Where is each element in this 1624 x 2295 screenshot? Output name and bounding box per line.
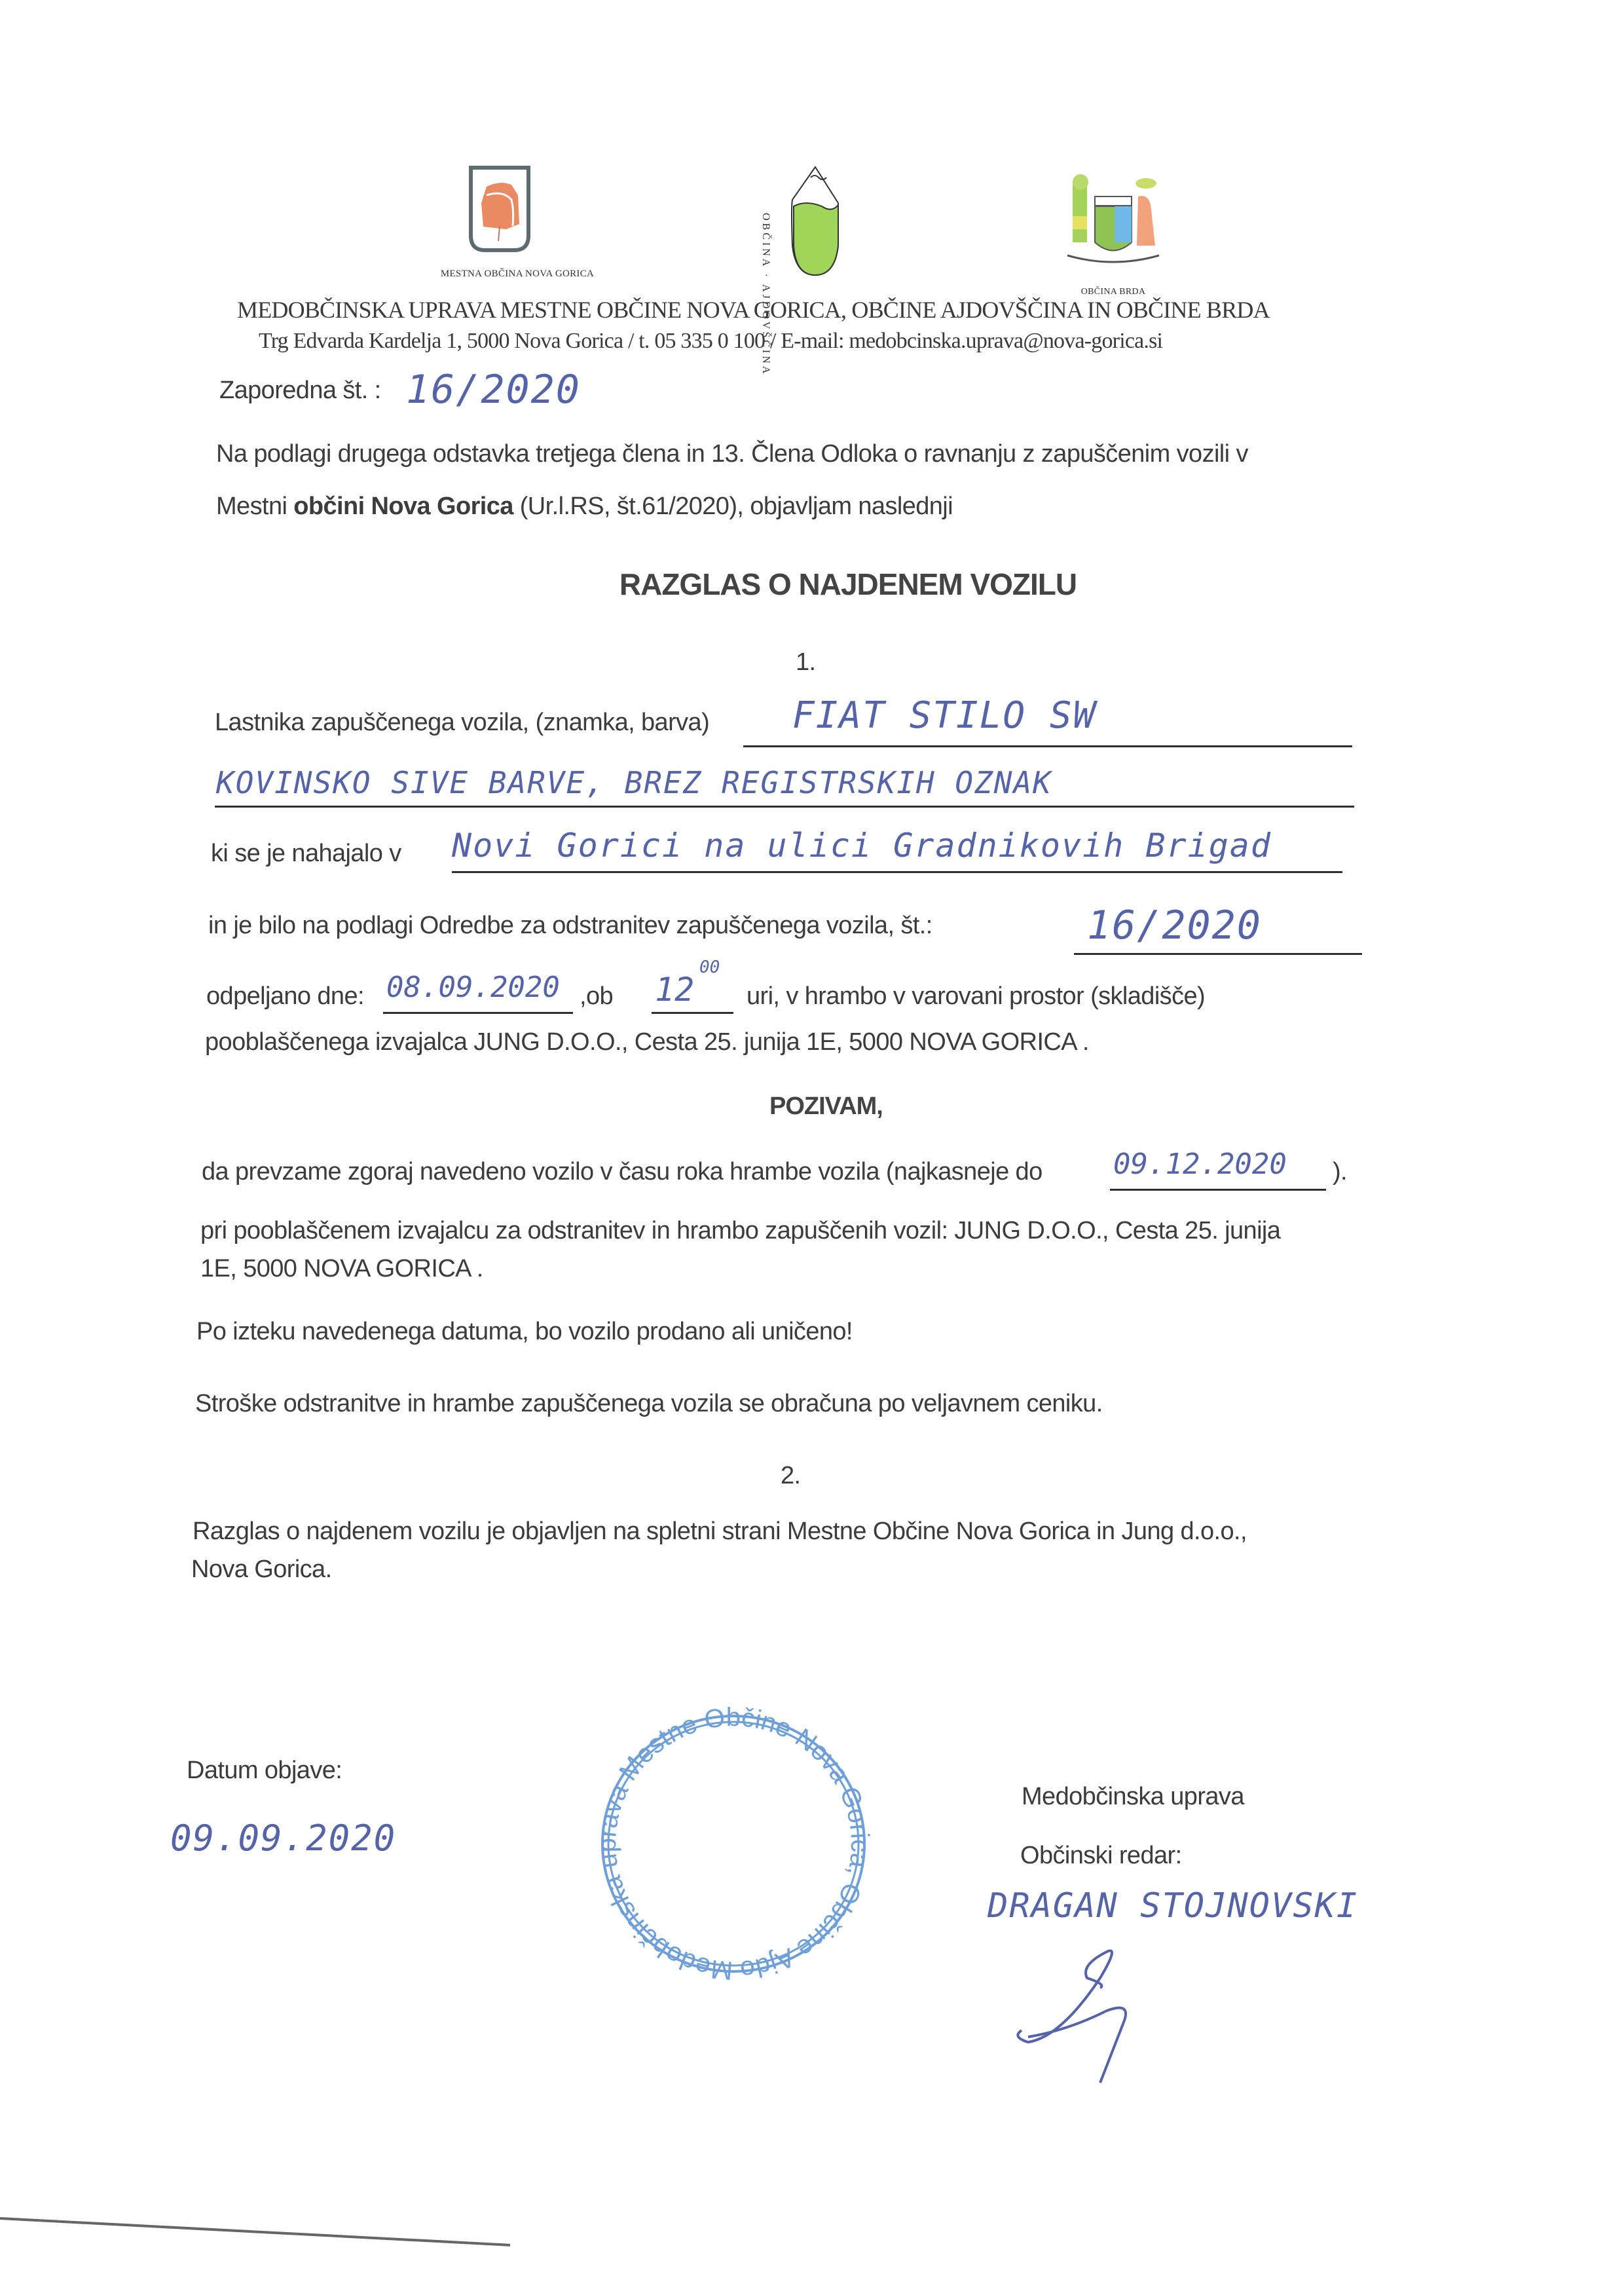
officer-label: Občinski redar:: [1020, 1842, 1182, 1869]
location-label: ki se je nahajalo v: [211, 840, 401, 867]
contractor-line-2: 1E, 5000 NOVA GORICA .: [200, 1255, 483, 1282]
towed-date: 08.09.2020: [386, 971, 560, 1004]
handwritten-signature-icon: [1008, 1939, 1179, 2089]
owner-value-line-1: FIAT STILO SW: [792, 694, 1097, 737]
towed-minutes: 00: [699, 958, 720, 977]
logo-ajdovscina: [740, 154, 891, 377]
logo-caption: OBČINA · AJDOVŠČINA: [760, 213, 771, 377]
section-2-number: 2.: [781, 1462, 801, 1489]
logo-nova-gorica: [439, 164, 596, 295]
owner-underline-1: [743, 745, 1352, 747]
stamp-text: Medobčinska uprava Mestne Občine Nova Gorica, Občine Ajdo: [592, 1703, 875, 1985]
invitation-heading: POZIVAM,: [769, 1092, 883, 1120]
serial-label: Zaporedna št. :: [219, 377, 381, 404]
storage-text: uri, v hrambo v varovani prostor (skladišče): [747, 982, 1206, 1010]
deadline-underline: [1110, 1189, 1326, 1191]
section-1-number: 1.: [796, 648, 816, 676]
at-label: ,ob: [580, 982, 614, 1010]
header-title: MEDOBČINSKA UPRAVA MESTNE OBČINE NOVA GORICA, OBČINE AJDOVŠČINA IN OBČINE BRDA: [237, 297, 1270, 323]
intro-suffix: (Ur.l.RS, št.61/2020), objavljam naslednji: [513, 493, 953, 520]
intro-bold: občini Nova Gorica: [293, 493, 513, 520]
section-2-line-2: Nova Gorica.: [191, 1556, 332, 1583]
location-underline: [452, 871, 1342, 873]
towed-date-underline: [383, 1012, 573, 1014]
order-value: 16/2020: [1087, 903, 1262, 948]
location-value: Novi Gorici na ulici Gradnikovih Brigad: [452, 827, 1272, 865]
owner-label: Lastnika zapuščenega vozila, (znamka, barva): [215, 709, 710, 736]
order-underline: [1074, 953, 1362, 955]
org-label: Medobčinska uprava: [1022, 1783, 1244, 1810]
logo-caption: OBČINA BRDA: [1080, 287, 1146, 297]
date-value: 09.09.2020: [170, 1818, 397, 1859]
contractor-text: pooblaščenega izvajalca JUNG D.O.O., Cesta 25. junija 1E, 5000 NOVA GORICA .: [205, 1028, 1089, 1056]
intro-line-2: [216, 493, 953, 521]
towed-hour-underline: [652, 1012, 733, 1014]
brda-coat-of-arms-icon: [1054, 170, 1172, 275]
owner-value-line-2: KOVINSKO SIVE BARVE, BREZ REGISTRSKIH OZNAK: [216, 765, 1052, 800]
nova-gorica-crest-icon: [467, 164, 532, 255]
warning-text: Po izteku navedenega datuma, bo vozilo prodano ali uničeno!: [196, 1318, 853, 1345]
intro-line-1: Na podlagi drugega odstavka tretjega člena in 13. Člena Odloka o ravnanju z zapuščenim vozili v: [216, 440, 1248, 468]
document-title: RAZGLAS O NAJDENEM VOZILU: [619, 567, 1077, 601]
owner-underline-2: [215, 806, 1354, 808]
header-address: Trg Edvarda Kardelja 1, 5000 Nova Gorica / t. 05 335 0 100 / E-mail: medobcinska.uprava@nova-gorica.si: [259, 329, 1163, 353]
official-stamp: [576, 1703, 891, 1985]
deadline-prefix: da prevzame zgoraj navedeno vozilo v času roka hrambe vozila (najkasneje do: [202, 1158, 1043, 1185]
deadline-value: 09.12.2020: [1113, 1148, 1287, 1181]
stamp-icon: [576, 1703, 891, 1985]
contractor-line-1: pri pooblaščenem izvajalcu za odstranitev in hrambo zapuščenih vozil: JUNG D.O.O., Cesta 25. junija: [200, 1217, 1281, 1244]
logo-caption: MESTNA OBČINA NOVA GORICA: [440, 269, 595, 279]
section-2-line-1: Razglas o najdenem vozilu je objavljen na spletni strani Mestne Občine Nova Gorica in Jung d.o.o.,: [193, 1518, 1247, 1545]
officer-name: DRAGAN STOJNOVSKI: [987, 1886, 1359, 1926]
towed-hour: 12: [655, 971, 695, 1009]
logo-brda: [1054, 170, 1172, 301]
costs-text: Stroške odstranitve in hrambe zapuščenega vozila se obračuna po veljavnem ceniku.: [195, 1390, 1103, 1417]
serial-value: 16/2020: [406, 367, 581, 413]
towed-label: odpeljano dne:: [206, 982, 364, 1010]
intro-prefix: Mestni: [216, 493, 294, 520]
deadline-suffix: ).: [1333, 1158, 1348, 1185]
order-label: in je bilo na podlagi Odredbe za odstranitev zapuščenega vozila, št.:: [208, 912, 932, 939]
date-label: Datum objave:: [187, 1757, 342, 1784]
